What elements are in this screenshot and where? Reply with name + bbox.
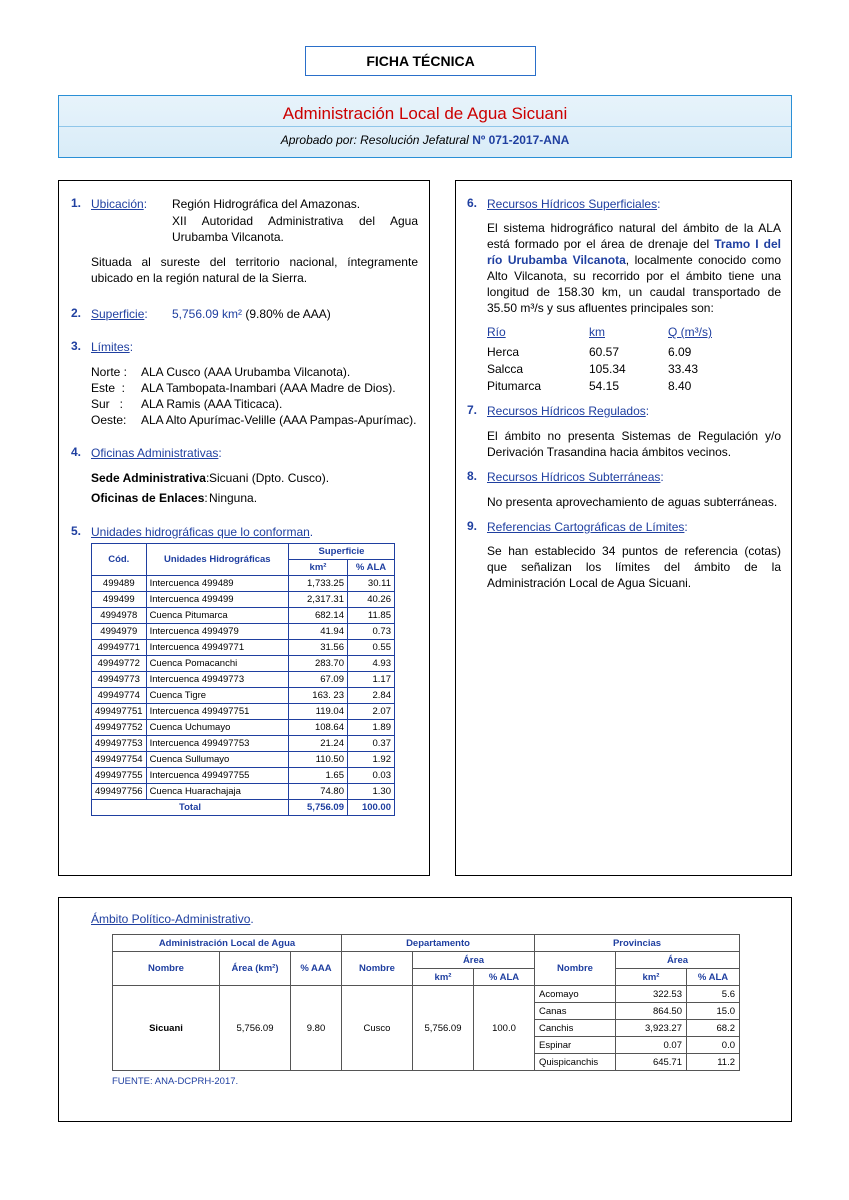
table-row: [92, 784, 395, 800]
bottom-heading: [91, 911, 254, 927]
river-km: 54.15: [589, 379, 620, 393]
river-q: 33.43: [668, 362, 699, 376]
banner-divider: [59, 126, 791, 127]
prov-km: 864.50: [616, 1003, 687, 1020]
s1-line2: XII Autoridad Administrativa del Agua Urubamba Vilcanota.: [172, 214, 418, 244]
cell-pct: 0.55: [348, 640, 395, 656]
limit-text-0: ALA Cusco (AAA Urubamba Vilcanota).: [141, 365, 351, 379]
prov-name: Canas: [535, 1003, 616, 1020]
limit-dir-3: Oeste:: [91, 413, 127, 427]
table-row: [92, 736, 395, 752]
total-km: 5,756.09: [289, 800, 348, 816]
approval-number: Nº 071-2017-ANA: [472, 133, 570, 147]
s1-line1: Región Hidrográfica del Amazonas.: [172, 197, 361, 211]
col-ala-pct: % AAA: [291, 952, 342, 986]
limit-text-3: ALA Alto Apurímac-Velille (AAA Pampas-Apurímac).: [141, 413, 417, 427]
table-row: [92, 768, 395, 784]
table-row: [92, 624, 395, 640]
sede-label-line: Sede Administrativa:: [91, 471, 210, 485]
approval-prefix: Aprobado por: Resolución Jefatural: [280, 133, 469, 147]
s2-pct: (9.80% de AAA): [245, 307, 331, 321]
s1-paragraph: Situada al sureste del territorio nacional, íntegramente ubicado en la región natural de la Sierra.: [91, 255, 418, 285]
limit-dir-2: Sur :: [91, 397, 124, 411]
cell-pct: 1.89: [348, 720, 395, 736]
cell-cod: 49949774: [92, 688, 147, 704]
sede-label: Sede Administrativa: [91, 471, 206, 485]
bottom-panel: [58, 897, 792, 1122]
source-note: FUENTE: ANA-DCPRH-2017.: [112, 1076, 239, 1087]
s5-title: Unidades hidrográficas que lo conforman: [91, 525, 310, 539]
s5-heading: [91, 524, 313, 540]
s6-river-name: Tramo I del río Urubamba Vilcanota: [487, 237, 782, 267]
approval-line: [59, 133, 791, 147]
table-row: [113, 986, 740, 1003]
col-km: km²: [289, 560, 348, 576]
ala-pct-cell: 9.80: [291, 986, 342, 1071]
left-panel: [58, 180, 430, 876]
s6-para-a: El sistema hidrográfico natural del ámbito de la ALA está formado por el área de drenaje del: [487, 221, 781, 251]
cell-km: 1.65: [289, 768, 348, 784]
prov-pct: 15.0: [687, 1003, 740, 1020]
limit-text-2: ALA Ramis (AAA Titicaca).: [141, 397, 283, 411]
s3-title: Límites: [91, 340, 130, 354]
table-row: [92, 656, 395, 672]
prov-name: Espinar: [535, 1037, 616, 1054]
col-unidad: Unidades Hidrográficas: [146, 544, 288, 576]
river-name: Pitumarca: [487, 379, 542, 393]
cell-name: Intercuenca 4994979: [146, 624, 288, 640]
cell-name: Cuenca Uchumayo: [146, 720, 288, 736]
s4-heading: [91, 445, 222, 461]
col-dep-nombre: Nombre: [342, 952, 413, 986]
s3-heading: [91, 339, 133, 355]
cell-name: Intercuenca 49949773: [146, 672, 288, 688]
river-name: Salcca: [487, 362, 524, 376]
s1-title: Ubicación: [91, 197, 144, 211]
s7-heading: [487, 403, 649, 419]
s5-number: 5.: [71, 524, 82, 538]
sede-value: Sicuani (Dpto. Cusco).: [209, 471, 330, 485]
s6-heading: [487, 196, 660, 212]
total-label: Total: [92, 800, 289, 816]
bottom-title: Ámbito Político-Administrativo: [91, 912, 251, 926]
col-departamento: Departamento: [342, 935, 535, 952]
cell-cod: 499497751: [92, 704, 147, 720]
limit-text-1: ALA Tambopata-Inambari (AAA Madre de Dios).: [141, 381, 396, 395]
cell-km: 31.56: [289, 640, 348, 656]
cell-pct: 0.37: [348, 736, 395, 752]
prov-pct: 0.0: [687, 1037, 740, 1054]
cell-pct: 1.30: [348, 784, 395, 800]
prov-name: Quispicanchis: [535, 1054, 616, 1071]
enlace-label: Oficinas de Enlaces: [91, 491, 205, 505]
table-row: [92, 720, 395, 736]
s4-title: Oficinas Administrativas: [91, 446, 219, 460]
cell-pct: 0.73: [348, 624, 395, 640]
s2-number: 2.: [71, 306, 82, 320]
s9-paragraph: Se han establecido 34 puntos de referencia (cotas) que señalizan los límites del ámbito de la Administración Local de Agua Sicuani.: [487, 544, 781, 590]
cell-km: 1,733.25: [289, 576, 348, 592]
s2-colon: :: [144, 307, 148, 321]
political-table: [112, 934, 740, 1071]
cell-km: 119.04: [289, 704, 348, 720]
s2-heading: [91, 306, 148, 322]
s2-value-line: [172, 306, 331, 322]
prov-name: Canchis: [535, 1020, 616, 1037]
cell-cod: 499497753: [92, 736, 147, 752]
col-superficie: Superficie: [289, 544, 395, 560]
col-rio-km: km: [589, 325, 605, 339]
s8-number: 8.: [467, 469, 478, 483]
cell-pct: 2.07: [348, 704, 395, 720]
cell-km: 67.09: [289, 672, 348, 688]
table-row: [92, 640, 395, 656]
dep-km-cell: 5,756.09: [413, 986, 474, 1071]
prov-km: 3,923.27: [616, 1020, 687, 1037]
hydro-units-table: [91, 543, 395, 816]
cell-cod: 499489: [92, 576, 147, 592]
s8-colon: :: [660, 470, 664, 484]
col-dep-area: Área: [413, 952, 535, 969]
enlace-label-line: Oficinas de Enlaces:: [91, 491, 208, 505]
table-row: [92, 704, 395, 720]
cell-km: 21.24: [289, 736, 348, 752]
cell-name: Intercuenca 49949771: [146, 640, 288, 656]
ala-km-cell: 5,756.09: [220, 986, 291, 1071]
river-q: 8.40: [668, 379, 692, 393]
river-km: 60.57: [589, 345, 620, 359]
cell-cod: 49949773: [92, 672, 147, 688]
table-row: [92, 672, 395, 688]
cell-cod: 4994978: [92, 608, 147, 624]
col-cod: Cód.: [92, 544, 147, 576]
cell-pct: 11.85: [348, 608, 395, 624]
cell-km: 2,317.31: [289, 592, 348, 608]
s8-paragraph: No presenta aprovechamiento de aguas subterráneas.: [487, 495, 778, 509]
s2-title: Superficie: [91, 307, 145, 321]
ala-name-cell: Sicuani: [113, 986, 220, 1071]
limit-dir-1: Este :: [91, 381, 126, 395]
s6-title: Recursos Hídricos Superficiales: [487, 197, 658, 211]
cell-cod: 499497756: [92, 784, 147, 800]
limit-dir-0: Norte :: [91, 365, 128, 379]
s7-paragraph: El ámbito no presenta Sistemas de Regulación y/o Derivación Trasandina hacia ámbitos vecinos.: [487, 429, 781, 459]
s8-title: Recursos Hídricos Subterráneas: [487, 470, 661, 484]
prov-km: 645.71: [616, 1054, 687, 1071]
col-dep-pct: % ALA: [474, 969, 535, 986]
dep-name-cell: Cusco: [342, 986, 413, 1071]
s9-heading: [487, 519, 688, 535]
s6-colon: :: [657, 197, 661, 211]
cell-cod: 499497755: [92, 768, 147, 784]
cell-pct: 0.03: [348, 768, 395, 784]
table-row: [92, 576, 395, 592]
prov-pct: 5.6: [687, 986, 740, 1003]
col-provincias: Provincias: [535, 935, 740, 952]
col-ala-nombre: Nombre: [113, 952, 220, 986]
col-ala-area: Área (km²): [220, 952, 291, 986]
cell-cod: 499499: [92, 592, 147, 608]
cell-name: Cuenca Tigre: [146, 688, 288, 704]
cell-km: 110.50: [289, 752, 348, 768]
prov-name: Acomayo: [535, 986, 616, 1003]
cell-name: Cuenca Pitumarca: [146, 608, 288, 624]
s8-heading: [487, 469, 664, 485]
cell-cod: 499497754: [92, 752, 147, 768]
cell-km: 108.64: [289, 720, 348, 736]
s9-number: 9.: [467, 519, 478, 533]
col-rio: Río: [487, 325, 506, 339]
dep-pct-cell: 100.0: [474, 986, 535, 1071]
ala-name: Administración Local de Agua Sicuani: [282, 104, 568, 123]
cell-pct: 2.84: [348, 688, 395, 704]
cell-name: Intercuenca 499497755: [146, 768, 288, 784]
river-q: 6.09: [668, 345, 692, 359]
total-pct: 100.00: [348, 800, 395, 816]
cell-km: 163. 23: [289, 688, 348, 704]
cell-name: Cuenca Pomacanchi: [146, 656, 288, 672]
cell-name: Cuenca Sullumayo: [146, 752, 288, 768]
prov-pct: 68.2: [687, 1020, 740, 1037]
cell-km: 41.94: [289, 624, 348, 640]
bottom-dot: .: [250, 912, 254, 926]
cell-pct: 40.26: [348, 592, 395, 608]
cell-km: 283.70: [289, 656, 348, 672]
cell-name: Intercuenca 499489: [146, 576, 288, 592]
s4-number: 4.: [71, 445, 82, 459]
table-row: [92, 608, 395, 624]
s1-heading: [91, 196, 147, 212]
table-row: [92, 592, 395, 608]
col-prov-nombre: Nombre: [535, 952, 616, 986]
cell-pct: 4.93: [348, 656, 395, 672]
right-panel: [455, 180, 792, 876]
river-km: 105.34: [589, 362, 626, 376]
enlace-value: Ninguna.: [209, 491, 258, 505]
col-dep-km: km²: [413, 969, 474, 986]
s1-colon: :: [143, 197, 148, 211]
table-row: [92, 752, 395, 768]
prov-km: 322.53: [616, 986, 687, 1003]
cell-cod: 49949771: [92, 640, 147, 656]
s5-dot: .: [309, 525, 314, 539]
cell-pct: 30.11: [348, 576, 395, 592]
page-title: FICHA TÉCNICA: [305, 46, 536, 76]
total-row: [92, 800, 395, 816]
s9-title: Referencias Cartográficas de Límites: [487, 520, 685, 534]
cell-name: Intercuenca 499497753: [146, 736, 288, 752]
river-name: Herca: [487, 345, 520, 359]
cell-cod: 4994979: [92, 624, 147, 640]
col-pct: % ALA: [348, 560, 395, 576]
s7-number: 7.: [467, 403, 478, 417]
prov-km: 0.07: [616, 1037, 687, 1054]
prov-pct: 11.2: [687, 1054, 740, 1071]
cell-km: 682.14: [289, 608, 348, 624]
s2-value: 5,756.09 km²: [172, 307, 243, 321]
cell-pct: 1.92: [348, 752, 395, 768]
col-ala: Administración Local de Agua: [113, 935, 342, 952]
cell-km: 74.80: [289, 784, 348, 800]
s6-paragraph: [487, 220, 781, 316]
s9-colon: :: [684, 520, 688, 534]
cell-name: Intercuenca 499497751: [146, 704, 288, 720]
s6-para-c: , localmente conocido como Alto Vilcanota, su recorrido por el ámbito tiene una longitud de 158.30 km, un caudal transportado de 35.50 m³/s y sus afluentes principales son:: [487, 253, 782, 315]
s1-number: 1.: [71, 196, 82, 210]
col-prov-pct: % ALA: [687, 969, 740, 986]
col-prov-area: Área: [616, 952, 740, 969]
s7-colon: :: [645, 404, 650, 418]
cell-cod: 499497752: [92, 720, 147, 736]
header-banner: [58, 95, 792, 158]
cell-name: Cuenca Huarachajaja: [146, 784, 288, 800]
s7-title: Recursos Hídricos Regulados: [487, 404, 646, 418]
cell-pct: 1.17: [348, 672, 395, 688]
cell-cod: 49949772: [92, 656, 147, 672]
col-rio-q: Q (m³/s): [668, 325, 712, 339]
s6-number: 6.: [467, 196, 478, 210]
col-prov-km: km²: [616, 969, 687, 986]
s3-number: 3.: [71, 339, 82, 353]
s3-colon: :: [129, 340, 134, 354]
table-row: [92, 688, 395, 704]
cell-name: Intercuenca 499499: [146, 592, 288, 608]
s4-colon: :: [218, 446, 222, 460]
